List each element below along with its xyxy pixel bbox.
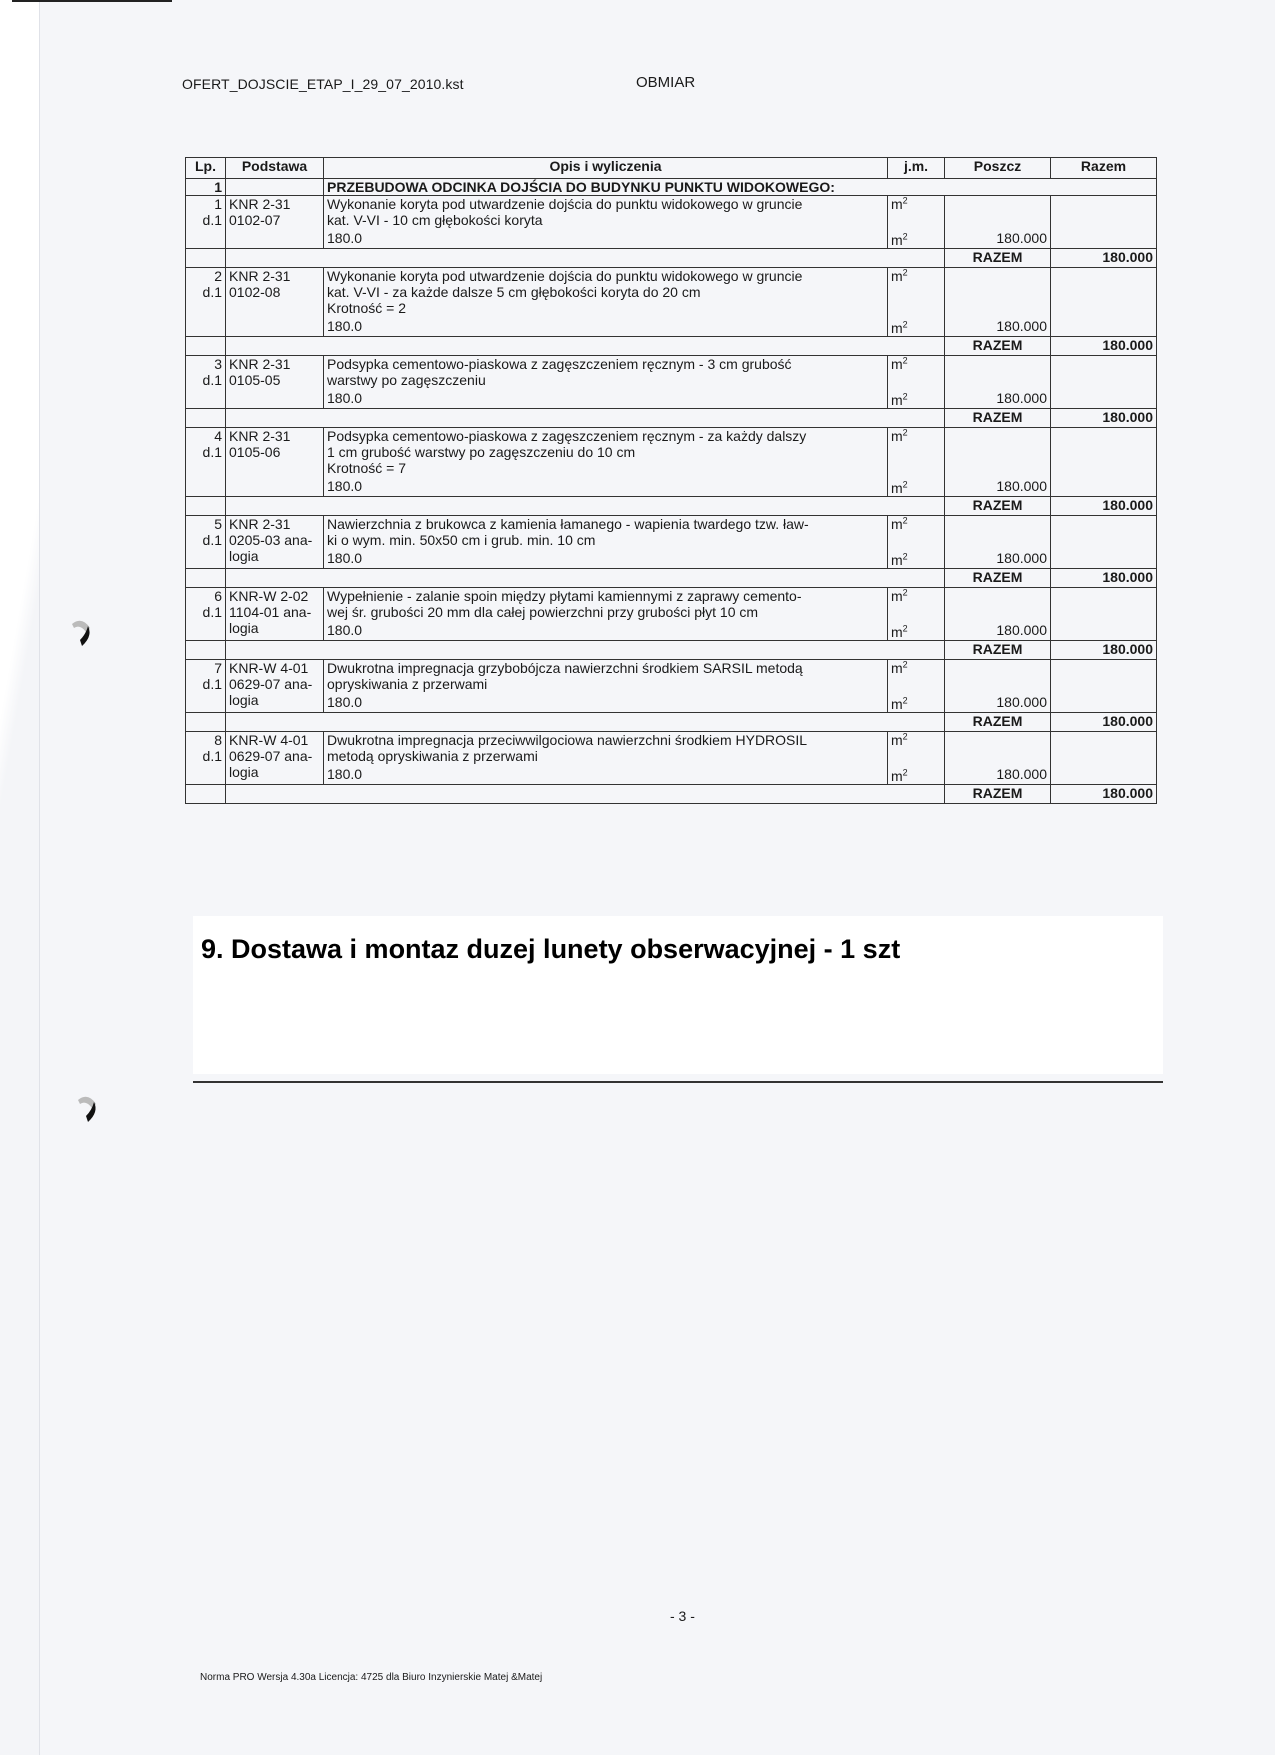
unit-spacer [891, 284, 941, 320]
partial-value: 180.000 [996, 766, 1047, 782]
unit-exponent: 2 [902, 427, 908, 438]
description-line: kat. V-VI - za każde dalsze 5 cm głębokości koryta do 20 cm [327, 284, 701, 300]
unit-bottom [891, 320, 941, 336]
item-lp: 4 [214, 428, 222, 444]
total-row [186, 569, 1157, 588]
section-number: 1 [186, 179, 226, 196]
item-description [324, 268, 888, 337]
unit-exponent: 2 [902, 695, 908, 706]
unit-text: m [891, 268, 903, 284]
total-row [186, 713, 1157, 732]
calculation-value: 180.0 [327, 694, 363, 710]
item-lp-suffix: d.1 [202, 532, 222, 548]
item-lp-suffix: d.1 [202, 676, 222, 692]
total-value: 180.000 [1051, 569, 1157, 588]
empty-cell [186, 641, 226, 660]
unit-top [891, 732, 941, 748]
total-label: RAZEM [945, 713, 1051, 732]
item-number [186, 356, 226, 409]
total-row [186, 497, 1157, 516]
unit-spacer [891, 444, 941, 480]
item-lp-suffix: d.1 [202, 748, 222, 764]
table-row [186, 196, 1157, 249]
item-basis [226, 732, 324, 785]
item-basis [226, 356, 324, 409]
empty-cell [186, 497, 226, 516]
calculation-value: 180.0 [327, 766, 363, 782]
unit-spacer [891, 748, 941, 768]
item-basis [226, 588, 324, 641]
description-line: metodą opryskiwania z przerwami [327, 748, 538, 764]
partial-value: 180.000 [996, 230, 1047, 246]
empty-cell [226, 641, 945, 660]
description-line: opryskiwania z przerwami [327, 676, 488, 692]
partial-spacer [948, 196, 1047, 230]
item-number [186, 732, 226, 785]
empty-cell [226, 497, 945, 516]
item-unit [888, 428, 945, 497]
document-filename: OFERT_DOJSCIE_ETAP_I_29_07_2010.kst [182, 76, 464, 92]
partial-value: 180.000 [996, 622, 1047, 638]
description-line: Wykonanie koryta pod utwardzenie dojścia do punktu widokowego w gruncie [327, 196, 803, 212]
table-row [186, 428, 1157, 497]
unit-bottom [891, 392, 941, 408]
item-lp: 8 [214, 732, 222, 748]
basis-line: logia [229, 764, 259, 780]
item-partial [945, 660, 1051, 713]
basis-line: KNR 2-31 [229, 516, 291, 532]
overlay-divider [193, 1081, 1163, 1083]
basis-line: KNR-W 2-02 [229, 588, 309, 604]
unit-spacer [891, 532, 941, 552]
item-total-empty [1051, 588, 1157, 641]
total-label: RAZEM [945, 409, 1051, 428]
item-unit [888, 516, 945, 569]
column-header-jm: j.m. [888, 158, 945, 179]
unit-top [891, 268, 941, 284]
item-basis [226, 268, 324, 337]
unit-top [891, 428, 941, 444]
item-description [324, 356, 888, 409]
item-lp-suffix: d.1 [202, 604, 222, 620]
description-line: Podsypka cementowo-piaskowa z zagęszczeniem ręcznym - za każdy dalszy [327, 428, 807, 444]
empty-cell [226, 409, 945, 428]
unit-text: m [891, 480, 903, 496]
item-lp: 7 [214, 660, 222, 676]
item-total-empty [1051, 516, 1157, 569]
description-line: warstwy po zagęszczeniu [327, 372, 486, 388]
item-description [324, 588, 888, 641]
partial-value: 180.000 [996, 478, 1047, 494]
calculation-value: 180.0 [327, 550, 363, 566]
item-description [324, 196, 888, 249]
unit-text: m [891, 696, 903, 712]
total-label: RAZEM [945, 641, 1051, 660]
empty-cell [186, 785, 226, 804]
unit-text: m [891, 196, 903, 212]
basis-line: 1104-01 ana- [229, 604, 312, 620]
item-total-empty [1051, 660, 1157, 713]
unit-top [891, 588, 941, 604]
empty-cell [226, 713, 945, 732]
unit-bottom [891, 624, 941, 640]
description-line: wej śr. grubości 20 mm dla całej powierzchni przy grubości płyt 10 cm [327, 604, 759, 620]
basis-line: 0102-08 [229, 284, 281, 300]
unit-exponent: 2 [902, 731, 908, 742]
total-label: RAZEM [945, 569, 1051, 588]
item-description [324, 516, 888, 569]
item-partial [945, 516, 1051, 569]
item-number [186, 516, 226, 569]
unit-exponent: 2 [902, 515, 908, 526]
item-unit [888, 588, 945, 641]
basis-line: 0105-05 [229, 372, 281, 388]
description-line: ki o wym. min. 50x50 cm i grub. min. 10 cm [327, 532, 596, 548]
item-partial [945, 196, 1051, 249]
footer-license: Norma PRO Wersja 4.30a Licencja: 4725 dla Biuro Inzynierskie Matej &Matej [200, 1672, 543, 1683]
unit-exponent: 2 [902, 587, 908, 598]
column-header-razem: Razem [1051, 158, 1157, 179]
overlay-label-box [193, 916, 1163, 1074]
unit-text: m [891, 516, 903, 532]
basis-line: 0102-07 [229, 212, 281, 228]
description-line: 1 cm grubość warstwy po zagęszczeniu do 10 cm [327, 444, 636, 460]
calculation-value: 180.0 [327, 390, 363, 406]
item-lp: 2 [214, 268, 222, 284]
description-line: kat. V-VI - 10 cm głębokości koryta [327, 212, 543, 228]
unit-text: m [891, 624, 903, 640]
empty-cell [226, 249, 945, 268]
item-basis [226, 660, 324, 713]
unit-exponent: 2 [902, 267, 908, 278]
partial-spacer [948, 660, 1047, 694]
unit-text: m [891, 732, 903, 748]
column-header-opis: Opis i wyliczenia [324, 158, 888, 179]
basis-line: KNR 2-31 [229, 428, 291, 444]
empty-cell [226, 179, 324, 196]
item-lp: 3 [214, 356, 222, 372]
item-total-empty [1051, 356, 1157, 409]
total-row [186, 249, 1157, 268]
description-line: Dwukrotna impregnacja grzybobójcza nawierzchni środkiem SARSIL metodą [327, 660, 803, 676]
item-total-empty [1051, 732, 1157, 785]
total-label: RAZEM [945, 249, 1051, 268]
partial-spacer [948, 428, 1047, 478]
total-label: RAZEM [945, 785, 1051, 804]
total-row [186, 641, 1157, 660]
calculation-value: 180.0 [327, 230, 363, 246]
total-row [186, 785, 1157, 804]
empty-cell [226, 337, 945, 356]
column-header-podstawa: Podstawa [226, 158, 324, 179]
item-total-empty [1051, 268, 1157, 337]
table-row [186, 516, 1157, 569]
item-description [324, 660, 888, 713]
unit-exponent: 2 [902, 659, 908, 670]
partial-spacer [948, 268, 1047, 318]
partial-spacer [948, 516, 1047, 550]
column-header-lp: Lp. [186, 158, 226, 179]
section-title: PRZEBUDOWA ODCINKA DOJŚCIA DO BUDYNKU PUNKTU WIDOKOWEGO: [324, 179, 1157, 196]
item-partial [945, 356, 1051, 409]
item-lp-suffix: d.1 [202, 284, 222, 300]
item-lp: 5 [214, 516, 222, 532]
unit-exponent: 2 [902, 319, 908, 330]
total-label: RAZEM [945, 337, 1051, 356]
section-row [186, 179, 1157, 196]
partial-value: 180.000 [996, 390, 1047, 406]
item-basis [226, 428, 324, 497]
basis-line: logia [229, 620, 259, 636]
unit-bottom [891, 232, 941, 248]
unit-spacer [891, 604, 941, 624]
punch-hole-icon [68, 618, 94, 648]
item-unit [888, 732, 945, 785]
total-value: 180.000 [1051, 785, 1157, 804]
table-row [186, 588, 1157, 641]
total-value: 180.000 [1051, 337, 1157, 356]
empty-cell [186, 409, 226, 428]
column-header-poszcz: Poszcz [945, 158, 1051, 179]
page-number: - 3 - [670, 1608, 695, 1624]
description-line: Wykonanie koryta pod utwardzenie dojścia do punktu widokowego w gruncie [327, 268, 803, 284]
scan-top-rule [12, 0, 172, 2]
total-row [186, 409, 1157, 428]
unit-top [891, 660, 941, 676]
item-number [186, 588, 226, 641]
basis-line: logia [229, 548, 259, 564]
unit-exponent: 2 [902, 623, 908, 634]
unit-bottom [891, 552, 941, 568]
description-line: Krotność = 2 [327, 300, 406, 316]
unit-top [891, 196, 941, 212]
basis-line: KNR-W 4-01 [229, 732, 309, 748]
unit-spacer [891, 676, 941, 696]
basis-line: KNR 2-31 [229, 356, 291, 372]
total-value: 180.000 [1051, 641, 1157, 660]
table-row [186, 660, 1157, 713]
measurement-table [185, 157, 1157, 804]
table-row [186, 732, 1157, 785]
unit-bottom [891, 768, 941, 784]
unit-exponent: 2 [902, 479, 908, 490]
document-title: OBMIAR [636, 74, 696, 91]
item-total-empty [1051, 196, 1157, 249]
item-unit [888, 196, 945, 249]
table-row [186, 356, 1157, 409]
item-lp-suffix: d.1 [202, 212, 222, 228]
partial-value: 180.000 [996, 550, 1047, 566]
item-lp-suffix: d.1 [202, 372, 222, 388]
unit-text: m [891, 552, 903, 568]
basis-line: KNR 2-31 [229, 196, 291, 212]
item-lp: 1 [214, 196, 222, 212]
description-line: Krotność = 7 [327, 460, 406, 476]
description-line: Nawierzchnia z brukowca z kamienia łamanego - wapienia twardego tzw. ław- [327, 516, 809, 532]
unit-spacer [891, 212, 941, 232]
overlay-label: 9. Dostawa i montaz duzej lunety obserwacyjnej - 1 szt [201, 934, 901, 964]
item-description [324, 428, 888, 497]
empty-cell [226, 569, 945, 588]
unit-text: m [891, 232, 903, 248]
basis-line: 0629-07 ana- [229, 748, 313, 764]
unit-text: m [891, 660, 903, 676]
basis-line: 0629-07 ana- [229, 676, 313, 692]
table-header-row [186, 158, 1157, 179]
table-row [186, 268, 1157, 337]
item-description [324, 732, 888, 785]
item-number [186, 268, 226, 337]
description-line: Wypełnienie - zalanie spoin między płytami kamiennymi z zaprawy cemento- [327, 588, 802, 604]
unit-text: m [891, 392, 903, 408]
unit-exponent: 2 [902, 767, 908, 778]
basis-line: 0205-03 ana- [229, 532, 313, 548]
partial-spacer [948, 732, 1047, 766]
item-lp-suffix: d.1 [202, 444, 222, 460]
item-unit [888, 660, 945, 713]
total-value: 180.000 [1051, 249, 1157, 268]
partial-spacer [948, 356, 1047, 390]
item-basis [226, 516, 324, 569]
empty-cell [186, 713, 226, 732]
item-number [186, 428, 226, 497]
item-basis [226, 196, 324, 249]
basis-line: KNR 2-31 [229, 268, 291, 284]
calculation-value: 180.0 [327, 622, 363, 638]
basis-line: logia [229, 692, 259, 708]
total-value: 180.000 [1051, 497, 1157, 516]
item-partial [945, 588, 1051, 641]
unit-text: m [891, 768, 903, 784]
total-row [186, 337, 1157, 356]
unit-bottom [891, 696, 941, 712]
item-partial [945, 732, 1051, 785]
unit-bottom [891, 480, 941, 496]
item-total-empty [1051, 428, 1157, 497]
empty-cell [186, 249, 226, 268]
unit-text: m [891, 356, 903, 372]
calculation-value: 180.0 [327, 318, 363, 334]
empty-cell [226, 785, 945, 804]
unit-text: m [891, 588, 903, 604]
unit-exponent: 2 [902, 391, 908, 402]
partial-value: 180.000 [996, 694, 1047, 710]
calculation-value: 180.0 [327, 478, 363, 494]
basis-line: KNR-W 4-01 [229, 660, 309, 676]
punch-hole-icon [74, 1094, 100, 1124]
empty-cell [186, 337, 226, 356]
unit-exponent: 2 [902, 551, 908, 562]
item-partial [945, 428, 1051, 497]
unit-top [891, 356, 941, 372]
basis-line: 0105-06 [229, 444, 281, 460]
total-label: RAZEM [945, 497, 1051, 516]
partial-value: 180.000 [996, 318, 1047, 334]
empty-cell [186, 569, 226, 588]
partial-spacer [948, 588, 1047, 622]
unit-text: m [891, 428, 903, 444]
total-value: 180.000 [1051, 713, 1157, 732]
unit-exponent: 2 [902, 231, 908, 242]
description-line: Podsypka cementowo-piaskowa z zagęszczeniem ręcznym - 3 cm grubość [327, 356, 792, 372]
description-line: Dwukrotna impregnacja przeciwwilgociowa nawierzchni środkiem HYDROSIL [327, 732, 808, 748]
item-number [186, 660, 226, 713]
unit-spacer [891, 372, 941, 392]
item-unit [888, 356, 945, 409]
unit-text: m [891, 320, 903, 336]
unit-top [891, 516, 941, 532]
unit-exponent: 2 [902, 355, 908, 366]
total-value: 180.000 [1051, 409, 1157, 428]
item-lp: 6 [214, 588, 222, 604]
unit-exponent: 2 [902, 195, 908, 206]
item-partial [945, 268, 1051, 337]
item-unit [888, 268, 945, 337]
item-number [186, 196, 226, 249]
